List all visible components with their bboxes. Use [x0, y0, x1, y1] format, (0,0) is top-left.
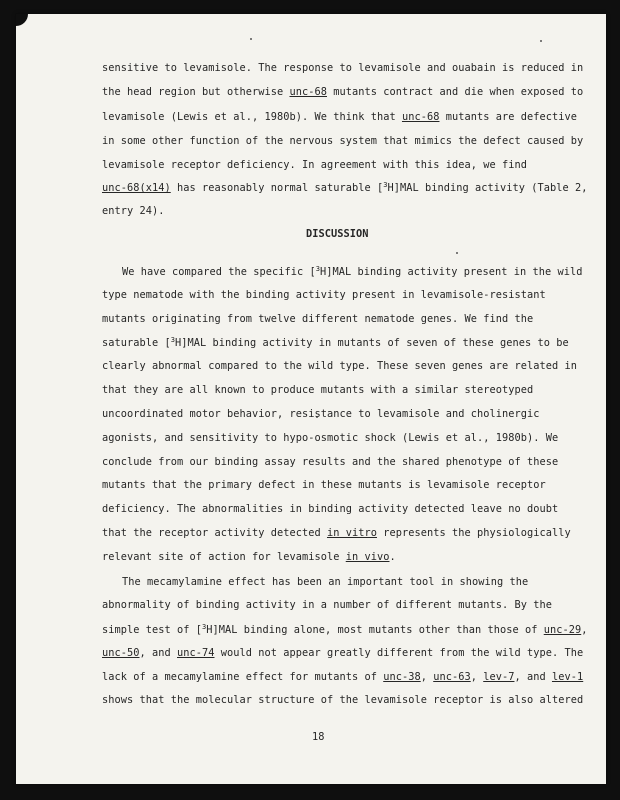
text-line: unc-68(x14) has reasonably normal saturable [$^3$H]MAL binding activity (Table 2,	[102, 181, 588, 194]
text-line: deficiency. The abnormalities in binding activity detected leave no doubt	[102, 503, 559, 515]
text-line: clearly abnormal compared to the wild type. These seven genes are related in	[102, 360, 577, 372]
section-heading: DISCUSSION	[306, 228, 369, 240]
text-line: levamisole receptor deficiency. In agreement with this idea, we find	[102, 159, 527, 171]
text-line: relevant site of action for levamisole in vivo.	[102, 551, 396, 563]
text-line: conclude from our binding assay results and the shared phenotype of these	[102, 456, 559, 468]
document-page	[16, 14, 606, 784]
text-line: in some other function of the nervous system that mimics the defect caused by	[102, 135, 584, 147]
text-line: We have compared the specific [$^3$H]MAL binding activity present in the wild	[122, 265, 583, 278]
body-text	[16, 14, 606, 784]
text-line: type nematode with the binding activity present in levamisole-resistant	[102, 289, 546, 301]
text-line: simple test of [$^3$H]MAL binding alone, most mutants other than those of unc-29,	[102, 623, 588, 636]
text-line: the head region but otherwise unc-68 mutants contract and die when exposed to	[102, 86, 584, 98]
text-line: that they are all known to produce mutants with a similar stereotyped	[102, 384, 534, 396]
text-line: mutants that the primary defect in these mutants is levamisole receptor	[102, 479, 546, 491]
text-line: entry 24).	[102, 205, 165, 217]
text-line: mutants originating from twelve different nematode genes. We find the	[102, 313, 534, 325]
text-line: shows that the molecular structure of the levamisole receptor is also altered	[102, 694, 584, 706]
text-line: levamisole (Lewis et al., 1980b). We think that unc-68 mutants are defective	[102, 111, 577, 123]
text-line: The mecamylamine effect has been an important tool in showing the	[122, 576, 529, 588]
page-number: 18	[312, 731, 325, 743]
text-line: agonists, and sensitivity to hypo-osmotic shock (Lewis et al., 1980b). We	[102, 432, 559, 444]
text-line: uncoordinated motor behavior, resistance to levamisole and cholinergic	[102, 408, 540, 420]
text-line: unc-50, and unc-74 would not appear greatly different from the wild type. The	[102, 647, 584, 659]
text-line: sensitive to levamisole. The response to levamisole and ouabain is reduced in	[102, 62, 584, 74]
text-line: lack of a mecamylamine effect for mutants of unc-38, unc-63, lev-7, and lev-1	[102, 671, 584, 683]
text-line: abnormality of binding activity in a number of different mutants. By the	[102, 599, 552, 611]
text-line: saturable [$^3$H]MAL binding activity in mutants of seven of these genes to be	[102, 336, 569, 349]
text-line: that the receptor activity detected in vitro represents the physiologically	[102, 527, 571, 539]
